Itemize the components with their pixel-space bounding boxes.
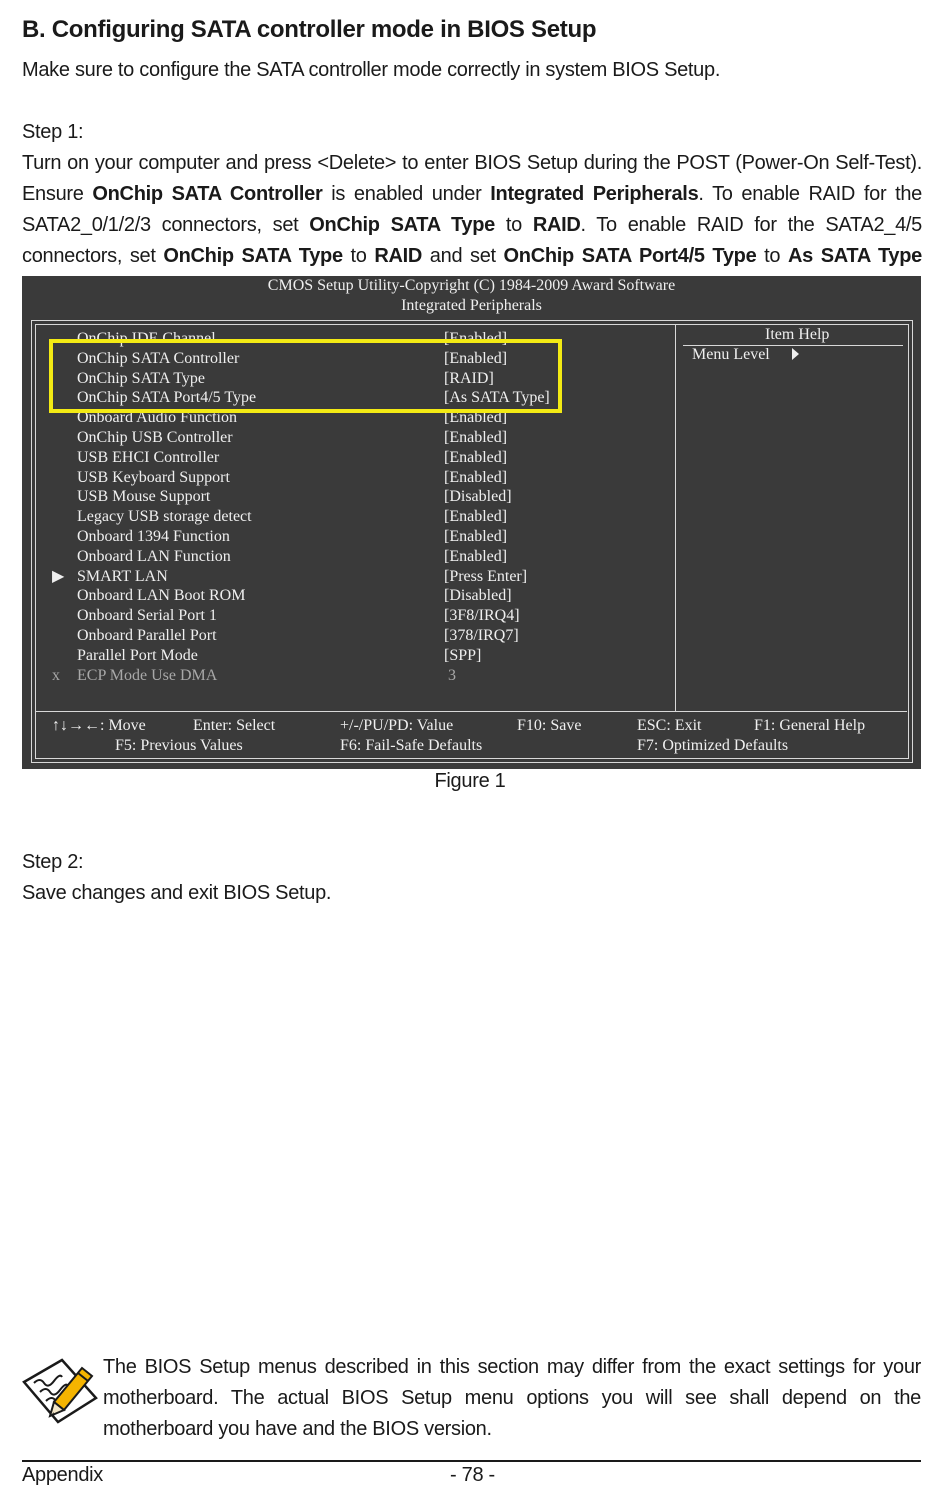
setting-value[interactable]: [Enabled] bbox=[444, 448, 508, 466]
bios-row[interactable] bbox=[22, 626, 672, 646]
setting-value[interactable]: [Enabled] bbox=[444, 428, 508, 446]
disabled-x-marker: x bbox=[52, 666, 60, 684]
step2-label: Step 2: bbox=[22, 851, 84, 873]
setting-value[interactable]: [Enabled] bbox=[444, 547, 508, 565]
section-heading: B. Configuring SATA controller mode in BIOS Setup bbox=[22, 16, 597, 43]
setting-label: Onboard Serial Port 1 bbox=[77, 607, 217, 625]
setting-label: Onboard Audio Function bbox=[77, 409, 237, 427]
setting-value[interactable]: [Enabled] bbox=[444, 330, 508, 347]
bios-column-divider bbox=[675, 325, 676, 711]
item-help-title: Item Help bbox=[765, 326, 830, 343]
footer-value: +/-/PU/PD: Value bbox=[340, 717, 454, 734]
footer-section-name: Appendix bbox=[22, 1464, 103, 1486]
setting-label: OnChip IDE Channel bbox=[77, 330, 216, 347]
setting-value[interactable]: [SPP] bbox=[444, 646, 482, 664]
bios-copyright: CMOS Setup Utility-Copyright (C) 1984-2009 Award Software bbox=[267, 277, 676, 294]
setting-label: OnChip SATA Controller bbox=[77, 349, 240, 367]
step2-text: Save changes and exit BIOS Setup. bbox=[22, 882, 332, 904]
footer-select: Enter: Select bbox=[193, 717, 276, 734]
figure-caption: Figure 1 bbox=[434, 770, 506, 792]
setting-value[interactable]: [Press Enter] bbox=[444, 567, 528, 585]
step1-text: Turn on your computer and press <Delete> to enter BIOS Setup during the POST (Power-On Self-Test). Ensure OnChip SATA Controller is enabled under Integrated Peripherals. To enable RAID for the SATA2_0/1/2/3 connectors, set OnChip SATA Type to RAID. To enable RAID for the SATA2_4/5 connectors, set OnChip SATA Type to RAID and set OnChip SATA Port4/5 Type to As SATA Type bbox=[22, 152, 923, 267]
footer-move: ↑↓→←: Move bbox=[52, 717, 146, 734]
menu-level-arrow-icon bbox=[792, 348, 799, 360]
bios-row[interactable] bbox=[22, 487, 672, 507]
setting-label: OnChip SATA Port4/5 Type bbox=[77, 389, 257, 407]
setting-label: ECP Mode Use DMA bbox=[77, 666, 218, 684]
setting-value[interactable]: [Enabled] bbox=[444, 468, 508, 486]
setting-label: USB EHCI Controller bbox=[77, 448, 220, 466]
note-text: The BIOS Setup menus described in this section may differ from the exact settings for your motherboard. The actual BIOS Setup menu options you will see shall depend on the motherboard you have and the BIOS version. bbox=[103, 1356, 921, 1440]
bios-row[interactable] bbox=[22, 468, 672, 488]
bios-row[interactable] bbox=[22, 646, 672, 666]
menu-level-label: Menu Level bbox=[692, 346, 770, 363]
footer-general-help: F1: General Help bbox=[754, 717, 866, 734]
setting-value[interactable]: [Enabled] bbox=[444, 527, 508, 545]
footer-rule bbox=[22, 1460, 921, 1462]
bios-row-disabled bbox=[22, 666, 672, 686]
setting-label: Onboard LAN Function bbox=[77, 547, 231, 565]
bios-footer-divider bbox=[36, 711, 907, 712]
page-number: - 78 - bbox=[450, 1464, 495, 1486]
note-pencil-icon bbox=[20, 1354, 100, 1426]
setting-label: SMART LAN bbox=[77, 567, 168, 585]
setting-value[interactable]: [378/IRQ7] bbox=[444, 626, 519, 644]
setting-label: Onboard 1394 Function bbox=[77, 527, 230, 545]
setting-value[interactable]: [Enabled] bbox=[444, 349, 508, 367]
bios-row[interactable] bbox=[22, 507, 672, 527]
setting-label: USB Keyboard Support bbox=[77, 468, 230, 486]
bios-row[interactable] bbox=[22, 527, 672, 547]
step1-label: Step 1: bbox=[22, 121, 84, 143]
footer-save: F10: Save bbox=[517, 717, 582, 734]
setting-value[interactable]: [Enabled] bbox=[444, 409, 508, 427]
bios-row[interactable] bbox=[22, 606, 672, 626]
intro-text: Make sure to configure the SATA controller mode correctly in system BIOS Setup. bbox=[22, 59, 721, 81]
setting-label: Onboard LAN Boot ROM bbox=[77, 587, 246, 605]
setting-label: OnChip USB Controller bbox=[77, 428, 233, 446]
setting-value[interactable]: [Disabled] bbox=[444, 488, 512, 506]
setting-label: USB Mouse Support bbox=[77, 488, 211, 506]
setting-value[interactable]: [Enabled] bbox=[444, 508, 508, 526]
footer-exit: ESC: Exit bbox=[637, 717, 702, 734]
bios-row[interactable] bbox=[22, 448, 672, 468]
footer-previous-values: F5: Previous Values bbox=[115, 737, 243, 754]
setting-value[interactable]: [RAID] bbox=[444, 369, 494, 387]
footer-failsafe-defaults: F6: Fail-Safe Defaults bbox=[340, 737, 483, 754]
bios-row[interactable] bbox=[22, 547, 672, 567]
bios-page-title: Integrated Peripherals bbox=[401, 297, 542, 314]
setting-label: Parallel Port Mode bbox=[77, 646, 198, 664]
setting-label: Onboard Parallel Port bbox=[77, 626, 217, 644]
setting-value[interactable]: [As SATA Type] bbox=[444, 389, 550, 407]
setting-label: Legacy USB storage detect bbox=[77, 508, 252, 526]
setting-label: OnChip SATA Type bbox=[77, 369, 205, 387]
bios-row[interactable] bbox=[22, 428, 672, 448]
submenu-arrow-icon: ▶ bbox=[52, 567, 65, 585]
sata-settings-highlight-box bbox=[49, 339, 562, 413]
bios-row[interactable] bbox=[22, 567, 672, 587]
setting-value: 3 bbox=[448, 666, 456, 684]
footer-optimized-defaults: F7: Optimized Defaults bbox=[637, 737, 789, 754]
setting-value[interactable]: [Disabled] bbox=[444, 587, 512, 605]
setting-value[interactable]: [3F8/IRQ4] bbox=[444, 607, 520, 625]
bios-row[interactable] bbox=[22, 586, 672, 606]
bios-screen bbox=[22, 276, 921, 769]
